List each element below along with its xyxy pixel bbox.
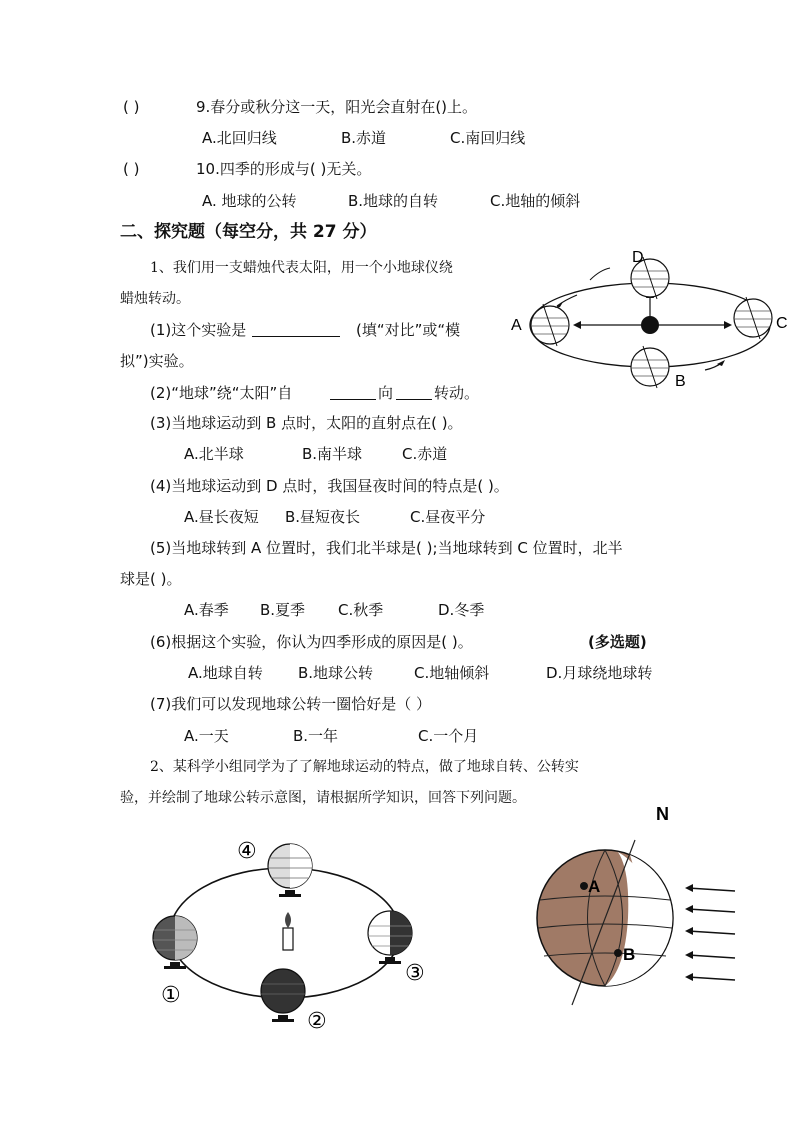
p1-s6-tag: (多选题)	[588, 633, 647, 651]
p1-s7-option-a[interactable]: A.一天	[184, 727, 229, 745]
p1-s7-option-c[interactable]: C.一个月	[418, 727, 479, 745]
arrow-right-icon	[724, 321, 732, 329]
p1-s3-option-b[interactable]: B.南半球	[302, 445, 363, 463]
q10-paren[interactable]: ( )	[123, 160, 140, 178]
p1-s5-text: (5)当地球转到 A 位置时，我们北半球是( );当地球转到 C 位置时，北半	[150, 539, 623, 557]
p1-s6-option-b[interactable]: B.地球公转	[298, 664, 374, 682]
q10-option-b[interactable]: B.地球的自转	[348, 192, 439, 210]
orbit-diagram-abcd	[505, 240, 790, 400]
p1-s1-text: (1)这个实验是	[150, 321, 247, 339]
p1-s5-option-d[interactable]: D.冬季	[438, 601, 485, 619]
globe-4	[268, 844, 312, 897]
p1-s2-to: 向	[378, 384, 394, 402]
p1-s6-option-c[interactable]: C.地轴倾斜	[414, 664, 490, 682]
globe-2	[261, 969, 305, 1022]
point-a-label: A	[588, 877, 601, 896]
p1-s4-option-c[interactable]: C.昼夜平分	[410, 508, 486, 526]
q10-text: 10.四季的形成与( )无关。	[196, 160, 372, 178]
q9-option-b[interactable]: B.赤道	[341, 129, 387, 147]
sunlight-arrows	[685, 884, 735, 981]
p1-s1-blank[interactable]	[252, 322, 340, 337]
label-3: ③	[405, 960, 425, 985]
p1-s5-option-c[interactable]: C.秋季	[338, 601, 384, 619]
p1-s2-text: (2)“地球”绕“太阳”自	[150, 384, 293, 402]
globe-1	[153, 916, 197, 969]
label-b: B	[675, 373, 686, 390]
p1-intro-2: 蜡烛转动。	[120, 291, 190, 307]
p2-line-2: 验，并绘制了地球公转示意图，请根据所学知识，回答下列问题。	[120, 790, 526, 806]
p1-s2-blank-to[interactable]	[396, 385, 432, 400]
p1-s2-tail: 转动。	[434, 384, 480, 402]
q9-text: 9.春分或秋分这一天，阳光会直射在()上。	[196, 98, 478, 116]
globe-3	[368, 911, 412, 964]
direction-arrow-icon	[590, 268, 610, 280]
q10-option-a[interactable]: A. 地球的公转	[202, 192, 297, 210]
point-b-dot	[614, 949, 622, 957]
label-d: D	[632, 249, 644, 266]
label-1: ①	[161, 982, 181, 1007]
q9-paren[interactable]: ( )	[123, 98, 140, 116]
p1-s1-hint: (填“对比”或“模	[356, 321, 461, 339]
globe-night-day	[537, 840, 673, 1005]
north-label: N	[656, 804, 669, 824]
label-c: C	[776, 315, 788, 332]
q9-option-c[interactable]: C.南回归线	[450, 129, 526, 147]
p1-s4-option-a[interactable]: A.昼长夜短	[184, 508, 259, 526]
p1-s3-option-c[interactable]: C.赤道	[402, 445, 448, 463]
p1-s6-option-a[interactable]: A.地球自转	[188, 664, 263, 682]
globe-b	[631, 346, 669, 388]
q10-option-c[interactable]: C.地轴的倾斜	[490, 192, 581, 210]
section2-title: 二、探究题（每空分，共 27 分）	[120, 222, 377, 242]
p1-s6-text: (6)根据这个实验，你认为四季形成的原因是( )。	[150, 633, 473, 651]
p1-s7-option-b[interactable]: B.一年	[293, 727, 339, 745]
candle-icon	[283, 912, 293, 950]
globe-daylight-diagram	[530, 800, 760, 1015]
p1-s3-option-a[interactable]: A.北半球	[184, 445, 244, 463]
p1-s6-option-d[interactable]: D.月球绕地球转	[546, 664, 653, 682]
p1-s2-blank-from[interactable]	[330, 385, 376, 400]
p1-s7-text: (7)我们可以发现地球公转一圈恰好是（ ）	[150, 695, 432, 713]
label-4: ④	[237, 838, 257, 863]
p1-s4-option-b[interactable]: B.昼短夜长	[285, 508, 361, 526]
p2-line-1: 2、某科学小组同学为了了解地球运动的特点，做了地球自转、公转实	[150, 759, 579, 775]
p1-s5-option-b[interactable]: B.夏季	[260, 601, 306, 619]
p1-s1-tail: 拟”)实验。	[120, 352, 194, 370]
point-b-label: B	[623, 945, 636, 964]
q9-option-a[interactable]: A.北回归线	[202, 129, 277, 147]
orbit-diagram-numbered	[145, 828, 445, 1038]
point-a-dot	[580, 882, 588, 890]
label-2: ②	[307, 1008, 327, 1033]
globe-c	[734, 297, 772, 339]
p1-intro-1: 1、我们用一支蜡烛代表太阳，用一个小地球仪绕	[150, 260, 453, 276]
label-a: A	[511, 317, 522, 334]
p1-s4-text: (4)当地球运动到 D 点时，我国昼夜时间的特点是( )。	[150, 477, 509, 495]
p1-s5-option-a[interactable]: A.春季	[184, 601, 229, 619]
p1-s5-tail: 球是( )。	[120, 570, 182, 588]
sun-dot	[641, 316, 659, 334]
p1-s3-text: (3)当地球运动到 B 点时，太阳的直射点在( )。	[150, 414, 463, 432]
arrow-left-icon	[573, 321, 581, 329]
